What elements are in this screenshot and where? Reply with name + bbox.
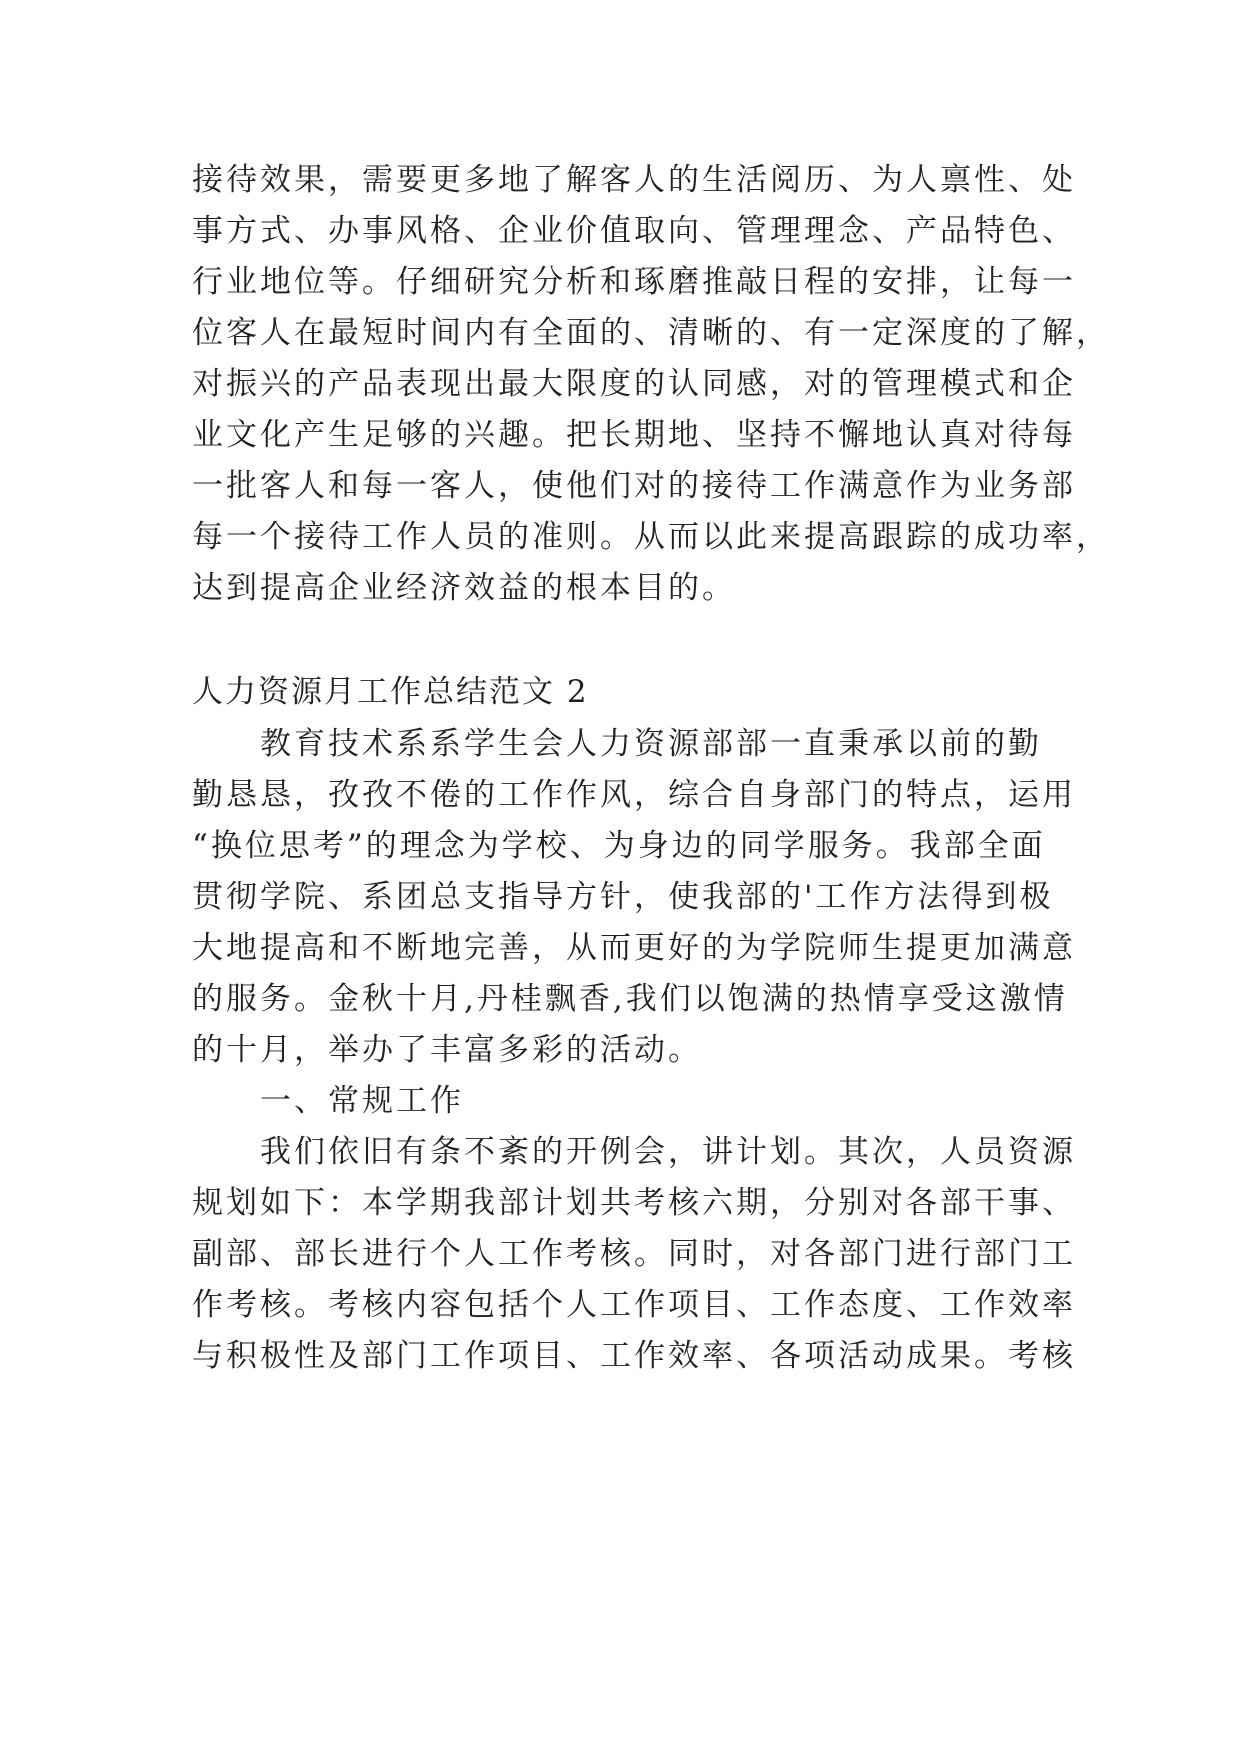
paragraph-line: 与积极性及部门工作项目、工作效率、各项活动成果。考核 — [192, 1338, 1076, 1374]
paragraph-line: 规划如下：本学期我部计划共考核六期，分别对各部干事、 — [192, 1185, 1076, 1221]
paragraph-line: 贯彻学院、系团总支指导方针，使我部的'工作方法得到极 — [192, 879, 1054, 915]
paragraph-line: 每一个接待工作人员的准则。从而以此来提高跟踪的成功率， — [192, 519, 1110, 555]
paragraph-line: 作考核。考核内容包括个人工作项目、工作态度、工作效率 — [192, 1287, 1076, 1323]
paragraph-line: 一批客人和每一客人，使他们对的接待工作满意作为业务部 — [192, 468, 1076, 504]
section-title: 人力资源月工作总结范文 2 — [192, 674, 589, 710]
paragraph-line: 的十月，举办了丰富多彩的活动。 — [192, 1032, 702, 1068]
paragraph-line: 的服务。金秋十月,丹桂飘香,我们以饱满的热情享受这激情 — [192, 981, 1068, 1017]
paragraph-line: 接待效果，需要更多地了解客人的生活阅历、为人禀性、处 — [192, 162, 1076, 198]
paragraph-line: 对振兴的产品表现出最大限度的认同感，对的管理模式和企 — [192, 366, 1076, 402]
paragraph-line: 事方式、办事风格、企业价值取向、管理理念、产品特色、 — [192, 213, 1076, 249]
paragraph-line: 教育技术系系学生会人力资源部部一直秉承以前的勤 — [260, 726, 1042, 762]
paragraph-line: 行业地位等。仔细研究分析和琢磨推敲日程的安排，让每一 — [192, 264, 1076, 300]
paragraph-line: “换位思考”的理念为学校、为身边的同学服务。我部全面 — [192, 828, 1046, 864]
paragraph-line: 副部、部长进行个人工作考核。同时，对各部门进行部门工 — [192, 1236, 1076, 1272]
paragraph-line: 达到提高企业经济效益的根本目的。 — [192, 570, 736, 606]
paragraph-line: 大地提高和不断地完善，从而更好的为学院师生提更加满意 — [192, 930, 1076, 966]
paragraph-line: 业文化产生足够的兴趣。把长期地、坚持不懈地认真对待每 — [192, 417, 1076, 453]
subheading: 一、常规工作 — [260, 1083, 464, 1119]
paragraph-line: 勤恳恳，孜孜不倦的工作作风，综合自身部门的特点，运用 — [192, 777, 1076, 813]
paragraph-line: 位客人在最短时间内有全面的、清晰的、有一定深度的了解， — [192, 315, 1110, 351]
paragraph-line: 我们依旧有条不紊的开例会，讲计划。其次，人员资源 — [260, 1134, 1076, 1170]
